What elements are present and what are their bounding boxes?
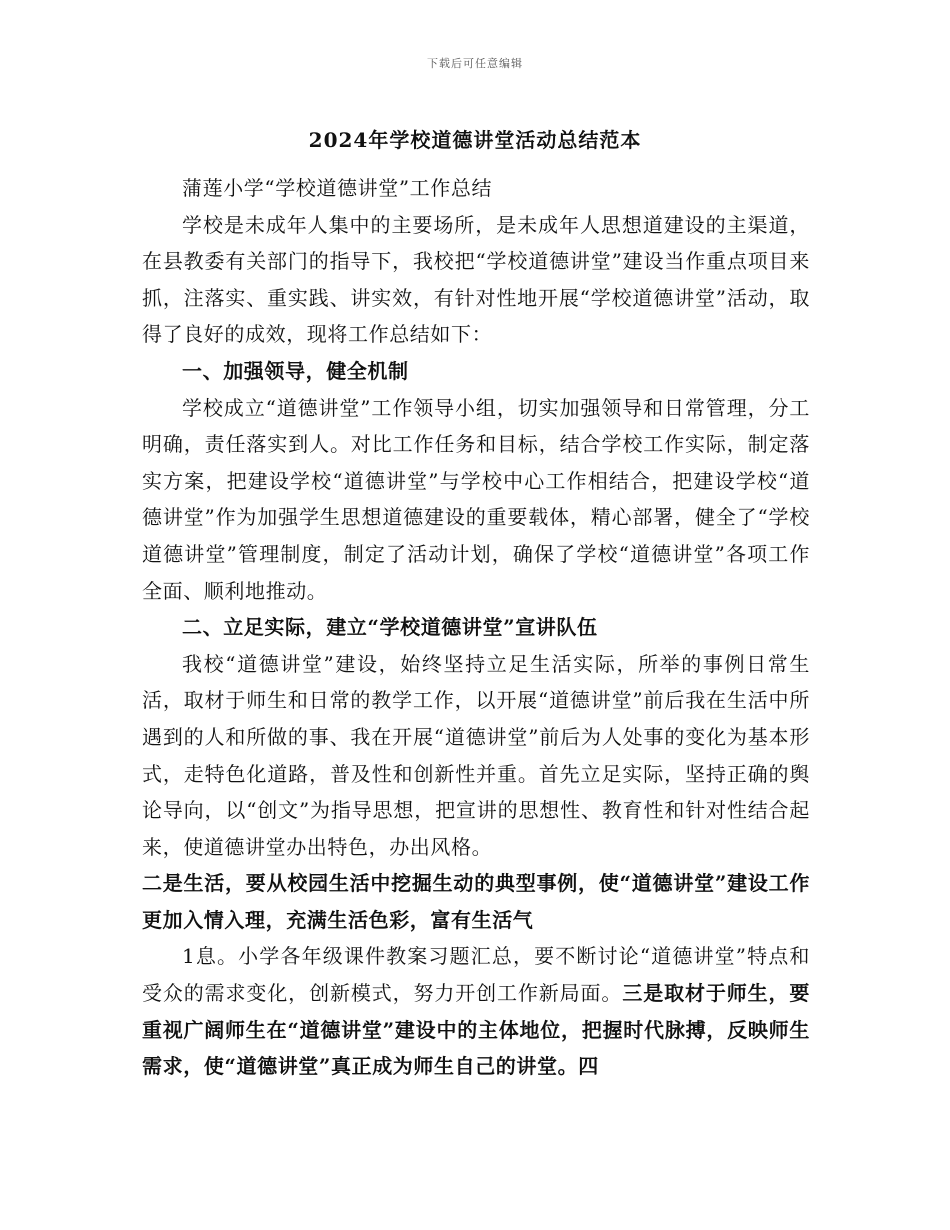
section-1-paragraph: 学校成立“道德讲堂”工作领导小组，切实加强领导和日常管理，分工明确，责任落实到人。对比工作任务和目标，结合学校工作实际，制定落实方案，把建设学校“道德讲堂”与学校中心工作相结合，把建设学校“道德讲堂”作为加强学生思想道德建设的重要载体，精心部署，健全了“学校道德讲堂”管理制度，制定了活动计划，确保了学校“道德讲堂”各项工作全面、顺利地推动。 bbox=[142, 395, 810, 603]
section-heading-2: 二、立足实际，建立“学校道德讲堂”宣讲队伍 bbox=[182, 615, 598, 640]
section-heading-1: 一、加强领导，健全机制 bbox=[182, 358, 409, 383]
document-title: 2024年学校道德讲堂活动总结范本 bbox=[308, 128, 642, 152]
document-subtitle: 蒲莲小学“学校道德讲堂”工作总结 bbox=[182, 176, 493, 200]
bold-paragraph: 二是生活，要从校园生活中挖掘生动的典型事例，使“道德讲堂”建设工作更加入情入理，充满生活色彩，富有生活气 bbox=[142, 871, 810, 932]
intro-paragraph: 学校是未成年人集中的主要场所，是未成年人思想道建设的主渠道，在县教委有关部门的指导下，我校把“学校道德讲堂”建设当作重点项目来抓，注落实、重实践、讲实效，有针对性地开展“学校道德讲堂”活动，取得了良好的成效，现将工作总结如下： bbox=[142, 212, 810, 347]
section-2-paragraph: 我校“道德讲堂”建设，始终坚持立足生活实际，所举的事例日常生活，取材于师生和日常的教学工作，以开展“道德讲堂”前后我在生活中所遇到的人和所做的事、我在开展“道德讲堂”前后为人处事的变化为基本形式，走特色化道路，普及性和创新性并重。首先立足实际，坚持正确的舆论导向，以“创文”为指导思想，把宣讲的思想性、教育性和针对性结合起来，使道德讲堂办出特色，办出风格。 bbox=[142, 651, 810, 859]
last-paragraph-bold-text: 三是取材于师生，要重视广阔师生在“道德讲堂”建设中的主体地位，把握时代脉搏，反映师生需求，使“道德讲堂”真正成为师生自己的讲堂。四 bbox=[142, 981, 810, 1079]
last-paragraph bbox=[142, 938, 810, 1084]
document-body bbox=[142, 170, 810, 1085]
page-header-note: 下载后可任意编辑 bbox=[427, 57, 523, 70]
last-paragraph-normal-text: 1息。小学各年级课件教案习题汇总，要不断讨论“道德讲堂”特点和受众的需求变化，创新模式，努力开创工作新局面。 bbox=[142, 944, 810, 1006]
